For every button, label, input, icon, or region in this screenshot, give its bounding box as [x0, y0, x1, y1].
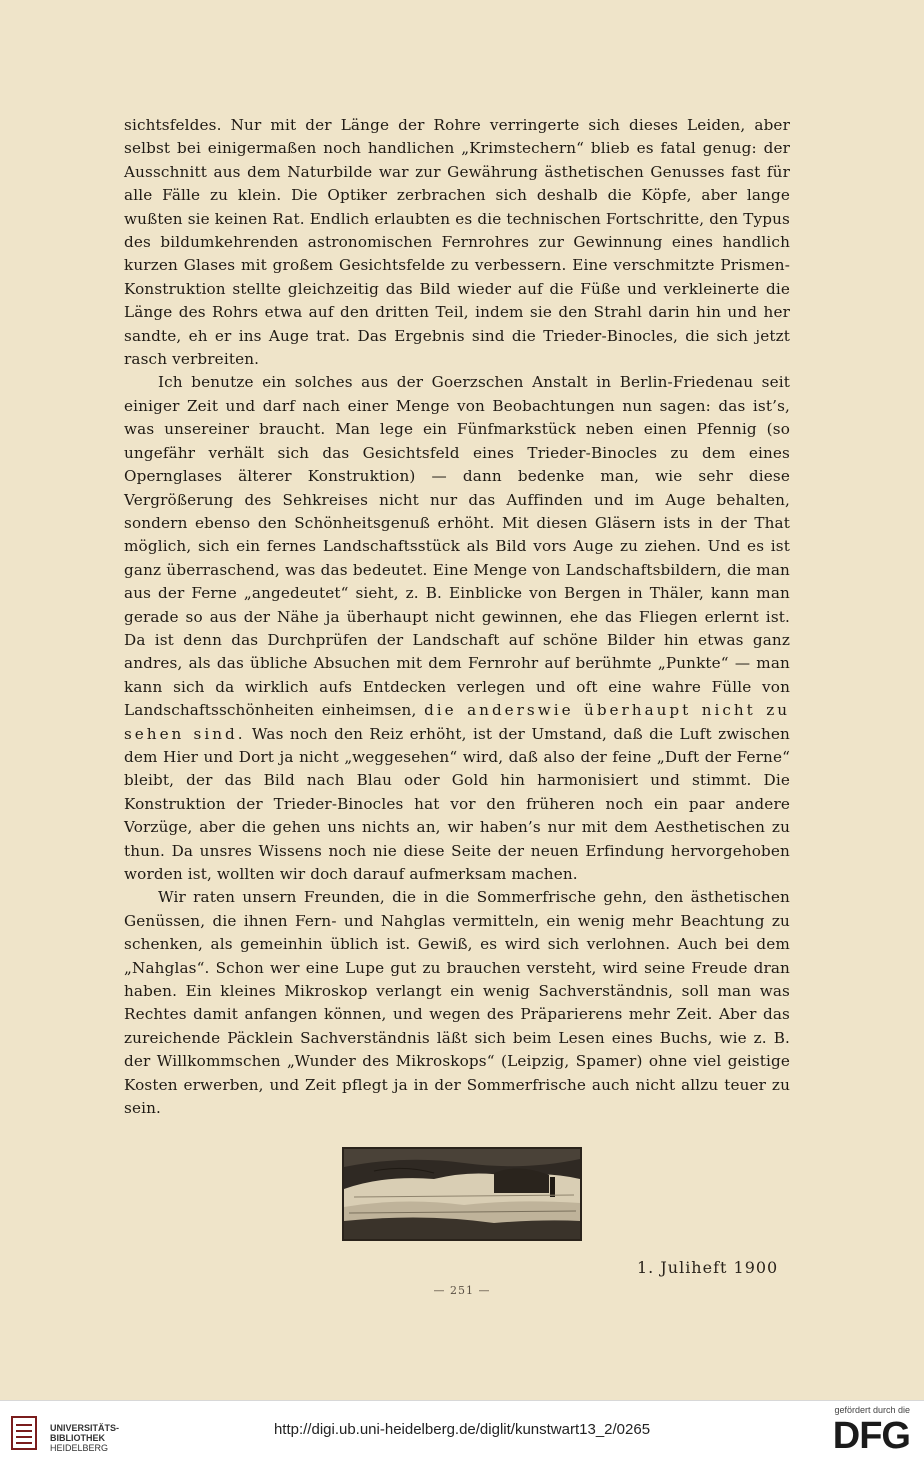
library-line-3: HEIDELBERG — [50, 1443, 109, 1453]
paragraph-2 — [124, 371, 790, 886]
library-line-2: BIBLIOTHEK — [50, 1433, 105, 1443]
dfg-logo[interactable] — [810, 1405, 910, 1457]
paragraph-2-text: Ich benutze ein solches aus der Goerzschen Anstalt in Berlin-Friedenau seit einiger Zeit und darf nach einer Menge von Beobachtungen nun sagen: das ist’s, was unsereiner braucht. Man lege ein Fünfmarkstück neben einen Pfennig (so ungefähr verhält sich das Gesichtsfeld eines Trieder-Binocles zu dem eines Opernglases älterer Konstruktion) — dann bedenke man, wie sehr diese Vergrößerung des Sehkreises nicht nur das Auffinden und im Auge behalten, sondern ebenso den Schönheitsgenuß erhöht. Mit diesen Gläsern ists in der That möglich, sich ein fernes Landschaftsstück als Bild vors Auge zu ziehen. Und es ist ganz überraschend, was das bedeutet. Eine Menge von Landschaftsbildern, die man aus der Ferne „angedeutet“ sieht, z. B. Einblicke von Bergen in Thäler, kann man gerade so aus der Nähe ja überhaupt nicht gewinnen, ehe das Fliegen erlernt ist. Da ist denn das Durchprüfen der Landschaft auf schöne Bilder hin etwas ganz andres, als das übliche Absuchen mit dem Fernrohr auf berühmte „Punkte“ — man kann sich da wirklich aufs Entdecken verlegen und oft eine wahre Fülle von Landschaftsschönheiten einheimsen, — [124, 373, 790, 720]
paragraph-3: Wir raten unsern Freunden, die in die Sommerfrische gehn, den ästhetischen Genüssen, die ihnen Fern- und Nahglas vermitteln, ein wenig mehr Beachtung zu schenken, als gemeinhin üblich ist. Gewiß, es wird sich verlohnen. Auch bei dem „Nahglas“. Schon wer eine Lupe gut zu brauchen versteht, wird seine Freude dran haben. Ein kleines Mikroskop verlangt ein wenig Sachverständnis, soll man was Rechtes damit anfangen können, und wegen des Präparierens mehr Zeit. Aber das zureichende Päcklein Sachverständnis läßt sich beim Lesen eines Buchs, wie z. B. der Willkommschen „Wunder des Mikroskops“ (Leipzig, Spamer) ohne viel geistige Kosten erwerben, und Zeit pflegt ja in der Sommerfrische auch nicht allzu teuer zu sein. — [124, 888, 790, 1118]
page-number: — 251 — — [433, 1284, 491, 1297]
landscape-vignette — [342, 1147, 582, 1241]
emphasized-phrase: die anderswie überhaupt nicht zu sehen sind. — [124, 701, 791, 743]
library-line-1: UNIVERSITÄTS- — [50, 1423, 120, 1433]
article-body — [124, 114, 790, 1120]
paragraph-1: sichtsfeldes. Nur mit der Länge der Rohre verringerte sich dieses Leiden, aber selbst bei einigermaßen noch handlichen „Krimstechern“ blieb es fatal genug: der Ausschnitt aus dem Naturbilde war zur Gewährung ästhetischen Genusses fast für alle Fälle zu klein. Die Optiker zerbrachen sich deshalb die Köpfe, aber lange wußten sie keinen Rat. Endlich erlaubten es die technischen Fortschritte, den Typus des bildumkehrenden astronomischen Fernrohres zur Gewinnung eines handlich kurzen Glases mit großem Gesichtsfelde zu verbessern. Eine verschmitzte Prismen-Konstruktion stellte gleichzeitig das Bild wieder auf die Füße und verkleinerte die Länge des Rohrs etwa auf den dritten Teil, indem sie den Strahl darin hin und her sandte, eh er ins Auge trat. Das Ergebnis sind die Trieder-Binocles, die sich jetzt rasch verbreiten. — [124, 116, 790, 369]
document-url[interactable]: http://digi.ub.uni-heidelberg.de/diglit/kunstwart13_2/0265 — [273, 1421, 651, 1438]
issue-label: 1. Juliheft 1900 — [637, 1258, 779, 1277]
dfg-wordmark: DFG — [832, 1415, 910, 1457]
paragraph-2-continued: Was noch den Reiz erhöht, ist der Umstand, daß die Luft zwischen dem Hier und Dort ja nicht „weggesehen“ wird, daß also der feine „Duft der Ferne“ bleibt, der das Bild nach Blau oder Gold hin harmonisiert und stimmt. Die Konstruktion der Trieder-Binocles hat vor den früheren noch ein paar andere Vorzüge, aber die gehen uns nichts an, wir haben’s nur mit dem Aesthetischen zu thun. Da unsres Wissens noch nie diese Seite der neuen Erfindung hervorgehoben worden ist, wollten wir doch darauf aufmerksam machen. — [124, 724, 790, 883]
viewer-footer — [0, 1400, 924, 1467]
funded-by-label: gefördert durch die — [834, 1405, 910, 1415]
landscape-illustration — [344, 1149, 580, 1239]
